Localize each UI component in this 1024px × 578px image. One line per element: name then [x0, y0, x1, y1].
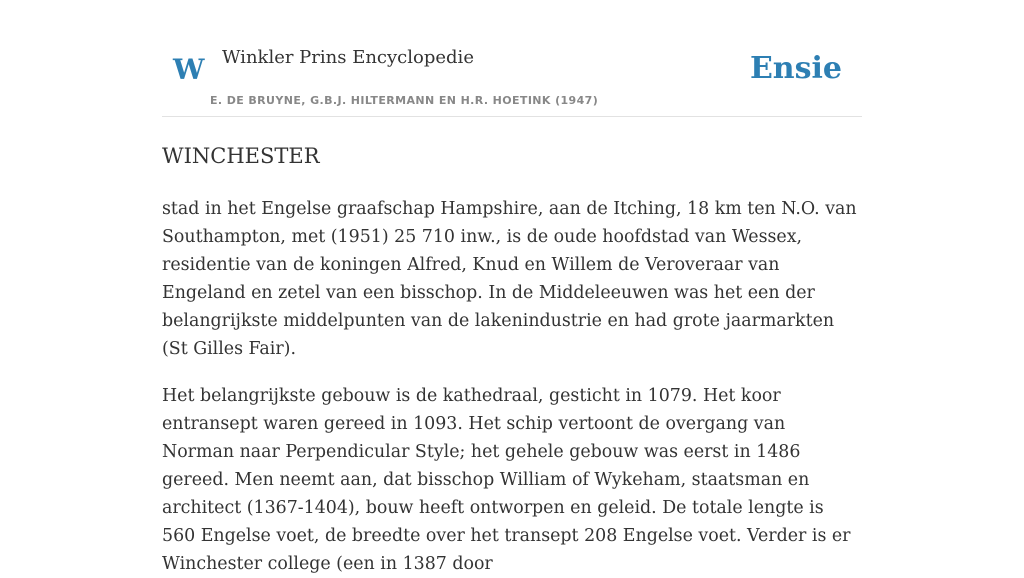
article-paragraph-1: stad in het Engelse graafschap Hampshire, aan de Itching, 18 km ten N.O. van Southampton, met (1951) 25 710 inw., is de oude hoofdstad van Wessex, residentie van de koningen Alfred, Knud en Willem de Veroveraar van Engeland en zetel van een bisschop. In de Middeleeuwen was het een der belangrijkste middelpunten van de lakenindustrie en had grote jaarmarkten (St Gilles Fair). — [162, 199, 857, 359]
entry-title: WINCHESTER — [162, 144, 320, 168]
publication-logo-icon[interactable]: W — [173, 53, 205, 86]
article-paragraph-2: Het belangrijkste gebouw is de kathedraal, gesticht in 1079. Het koor entransept waren gereed in 1093. Het schip vertoont de overgang van Norman naar Perpendicular Style; het gehele gebouw was eerst in 1486 gereed. Men neemt aan, dat bisschop William of Wykeham, staatsman en architect (1367-1404), bouw heeft ontworpen en geleid. De totale lengte is 560 Engelse voet, de breedte over het transept 208 Engelse voet. Verder is er Winchester college (een in 1387 door — [162, 386, 851, 574]
ensie-logo[interactable]: Ensie — [749, 51, 842, 86]
site-header — [162, 0, 862, 117]
publication-authors: E. DE BRUYNE, G.B.J. HILTERMANN EN H.R. HOETINK (1947) — [210, 94, 599, 107]
publication-title[interactable]: Winkler Prins Encyclopedie — [222, 47, 474, 68]
page — [162, 0, 862, 578]
